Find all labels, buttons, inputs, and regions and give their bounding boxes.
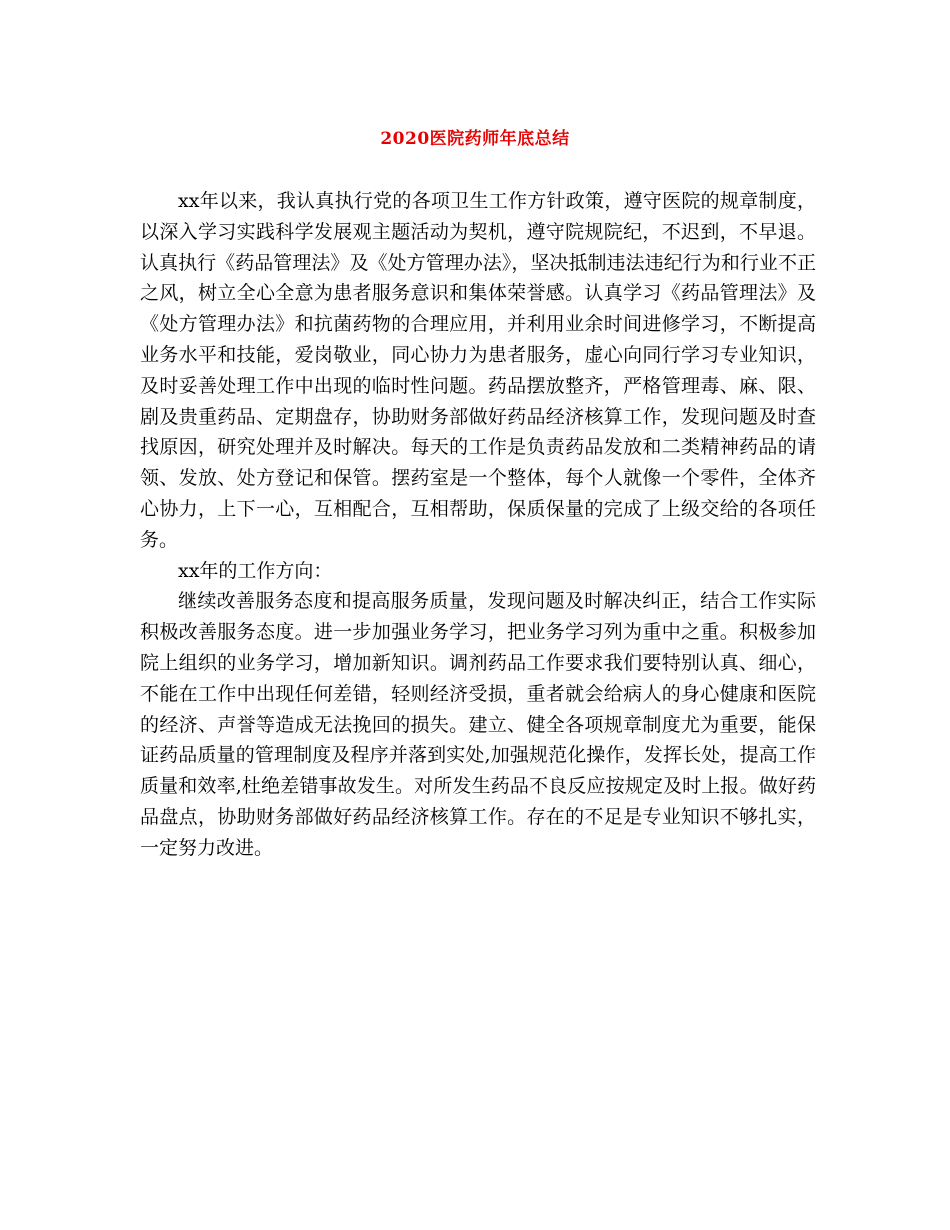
paragraph-work-plan: 继续改善服务态度和提高服务质量，发现问题及时解决纠正，结合工作实际积极改善服务态度。进一步加强业务学习，把业务学习列为重中之重。积极参加院上组织的业务学习，增加新知识。调剂药品工作要求我们要特别认真、细心，不能在工作中出现任何差错，轻则经济受损，重者就会给病人的身心健康和医院的经济、声誉等造成无法挽回的损失。建立、健全各项规章制度尤为重要，能保证药品质量的管理制度及程序并落到实处,加强规范化操作，发挥长处，提高工作质量和效率,杜绝差错事故发生。对所发生药品不良反应按规定及时上报。做好药品盘点，协助财务部做好药品经济核算工作。存在的不足是专业知识不够扎实，一定努力改进。	[140, 590, 816, 859]
paragraph-work-summary: xx年以来，我认真执行党的各项卫生工作方针政策，遵守医院的规章制度，以深入学习实践科学发展观主题活动为契机，遵守院规院纪，不迟到，不早退。认真执行《药品管理法》及《处方管理办法》，坚决抵制违法违纪行为和行业不正之风，树立全心全意为患者服务意识和集体荣誉感。认真学习《药品管理法》及《处方管理办法》和抗菌药物的合理应用，并利用业余时间进修学习，不断提高业务水平和技能，爱岗敬业，同心协力为患者服务，虚心向同行学习专业知识，及时妥善处理工作中出现的临时性问题。药品摆放整齐，严格管理毒、麻、限、剧及贵重药品、定期盘存，协助财务部做好药品经济核算工作，发现问题及时查找原因，研究处理并及时解决。每天的工作是负责药品发放和二类精神药品的请领、发放、处方登记和保管。摆药室是一个整体，每个人就像一个零件，全体齐心协力，上下一心，互相配合，互相帮助，保质保量的完成了上级交给的各项任务。	[140, 190, 816, 551]
document-title: 2020医院药师年底总结	[380, 129, 570, 149]
paragraph-work-direction-heading: xx年的工作方向：	[178, 559, 333, 582]
document-body	[140, 186, 816, 864]
